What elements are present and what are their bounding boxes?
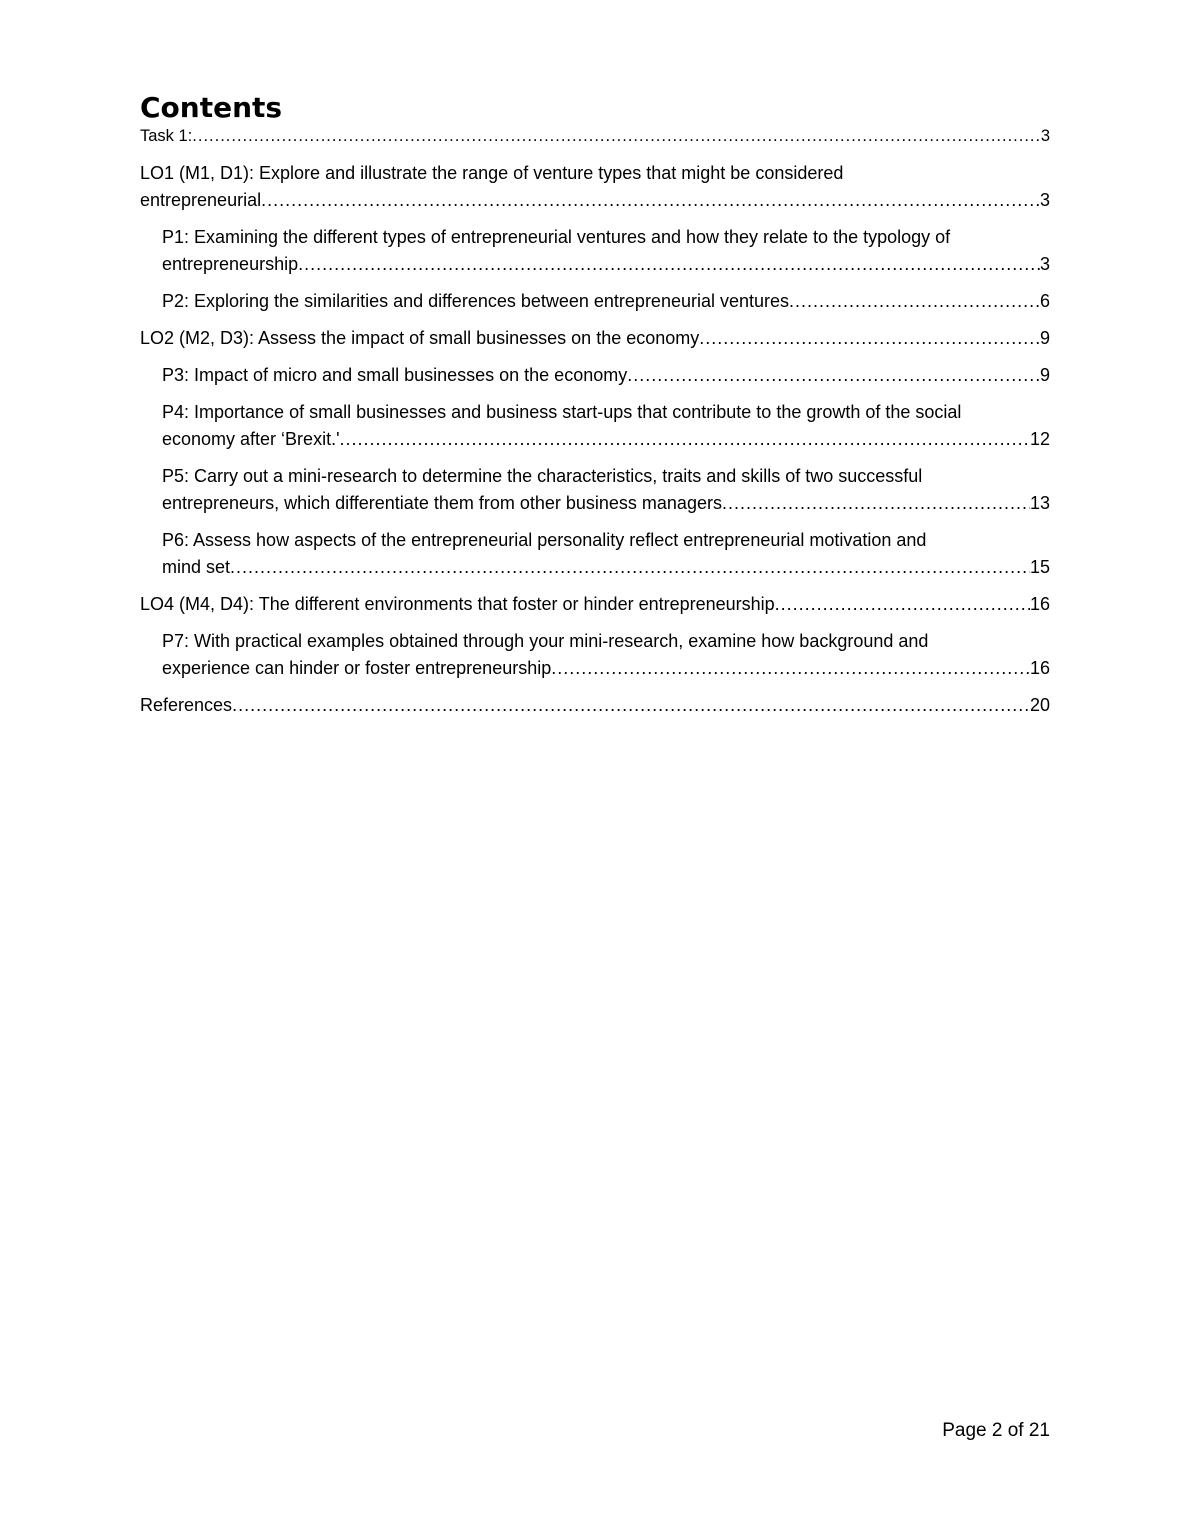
toc-dot-leader [627, 362, 1040, 389]
toc-entry-text: Task 1: [140, 127, 193, 145]
toc-entry[interactable] [140, 288, 1050, 315]
toc-entry-line [140, 124, 1050, 148]
toc-entry-text: LO1 (M1, D1): Explore and illustrate the range of venture types that might be considered [140, 163, 844, 183]
toc-entry-text: entrepreneurship [162, 254, 299, 274]
toc-entry[interactable] [140, 362, 1050, 389]
toc-entry[interactable] [140, 124, 1050, 148]
toc-entry-line [162, 426, 1050, 453]
toc-entry-text: P7: With practical examples obtained through your mini-research, examine how background and [162, 631, 929, 651]
toc-entry[interactable] [140, 325, 1050, 352]
toc-entry-line [140, 692, 1050, 719]
toc-dot-leader [722, 490, 1030, 517]
toc-dot-leader [232, 692, 1030, 719]
toc-entry-line [162, 628, 1050, 655]
toc-entry-line [162, 527, 1050, 554]
toc-entry-text: entrepreneurs, which differentiate them from other business managers [162, 493, 722, 513]
toc-page-number: 20 [1029, 695, 1050, 715]
toc-dot-leader [775, 591, 1030, 618]
toc-entry[interactable] [140, 692, 1050, 719]
toc-page-number: 9 [1039, 365, 1050, 385]
toc-entry-line [140, 591, 1050, 618]
toc-entry[interactable] [140, 224, 1050, 278]
toc-entry-text: P2: Exploring the similarities and differences between entrepreneurial ventures [162, 291, 790, 311]
toc-dot-leader [192, 124, 1041, 148]
toc-page-number: 16 [1029, 658, 1050, 678]
toc-entry[interactable] [140, 399, 1050, 453]
toc-page-number: 3 [1039, 190, 1050, 210]
toc-entry-line [140, 160, 1050, 187]
toc-page-number: 15 [1029, 557, 1050, 577]
toc-entry-text: mind set [162, 557, 231, 577]
toc-entry-text: P3: Impact of micro and small businesses on the economy [162, 365, 628, 385]
toc-page-number: 3 [1040, 127, 1050, 145]
toc-entry[interactable] [140, 463, 1050, 517]
toc-entry[interactable] [140, 527, 1050, 581]
toc-dot-leader [789, 288, 1040, 315]
toc-entry-text: P6: Assess how aspects of the entrepreneurial personality reflect entrepreneurial motivation and [162, 530, 927, 550]
toc-entry-line [162, 554, 1050, 581]
toc-entry-line [140, 187, 1050, 214]
table-of-contents [140, 124, 1050, 729]
toc-dot-leader [230, 554, 1030, 581]
toc-entry[interactable] [140, 160, 1050, 214]
toc-dot-leader [551, 655, 1030, 682]
toc-page-number: 6 [1039, 291, 1050, 311]
toc-entry-line [162, 288, 1050, 315]
toc-page-number: 3 [1039, 254, 1050, 274]
toc-entry-text: economy after ‘Brexit.' [162, 429, 340, 449]
toc-entry-text: P1: Examining the different types of entrepreneurial ventures and how they relate to the typology of [162, 227, 951, 247]
toc-entry[interactable] [140, 628, 1050, 682]
toc-entry-text: LO2 (M2, D3): Assess the impact of small businesses on the economy [140, 328, 700, 348]
toc-entry-text: References [140, 695, 233, 715]
toc-page-number: 9 [1039, 328, 1050, 348]
toc-dot-leader [261, 187, 1040, 214]
toc-entry-line [162, 490, 1050, 517]
toc-entry-line [140, 325, 1050, 352]
page-number-footer: Page 2 of 21 [942, 1420, 1050, 1441]
toc-entry-line [162, 463, 1050, 490]
toc-entry-text: LO4 (M4, D4): The different environments that foster or hinder entrepreneurship [140, 594, 775, 614]
toc-entry-line [162, 399, 1050, 426]
toc-dot-leader [699, 325, 1040, 352]
toc-entry-line [162, 655, 1050, 682]
toc-dot-leader [298, 251, 1040, 278]
toc-entry-line [162, 362, 1050, 389]
toc-entry[interactable] [140, 591, 1050, 618]
page-title: Contents [140, 91, 283, 124]
toc-entry-text: P4: Importance of small businesses and business start-ups that contribute to the growth of the social [162, 402, 962, 422]
toc-entry-text: entrepreneurial [140, 190, 262, 210]
toc-page-number: 12 [1029, 429, 1050, 449]
toc-entry-text: P5: Carry out a mini-research to determine the characteristics, traits and skills of two successful [162, 466, 923, 486]
toc-dot-leader [340, 426, 1030, 453]
toc-entry-line [162, 224, 1050, 251]
toc-entry-text: experience can hinder or foster entrepreneurship [162, 658, 552, 678]
toc-page-number: 16 [1029, 594, 1050, 614]
toc-entry-line [162, 251, 1050, 278]
toc-page-number: 13 [1029, 493, 1050, 513]
